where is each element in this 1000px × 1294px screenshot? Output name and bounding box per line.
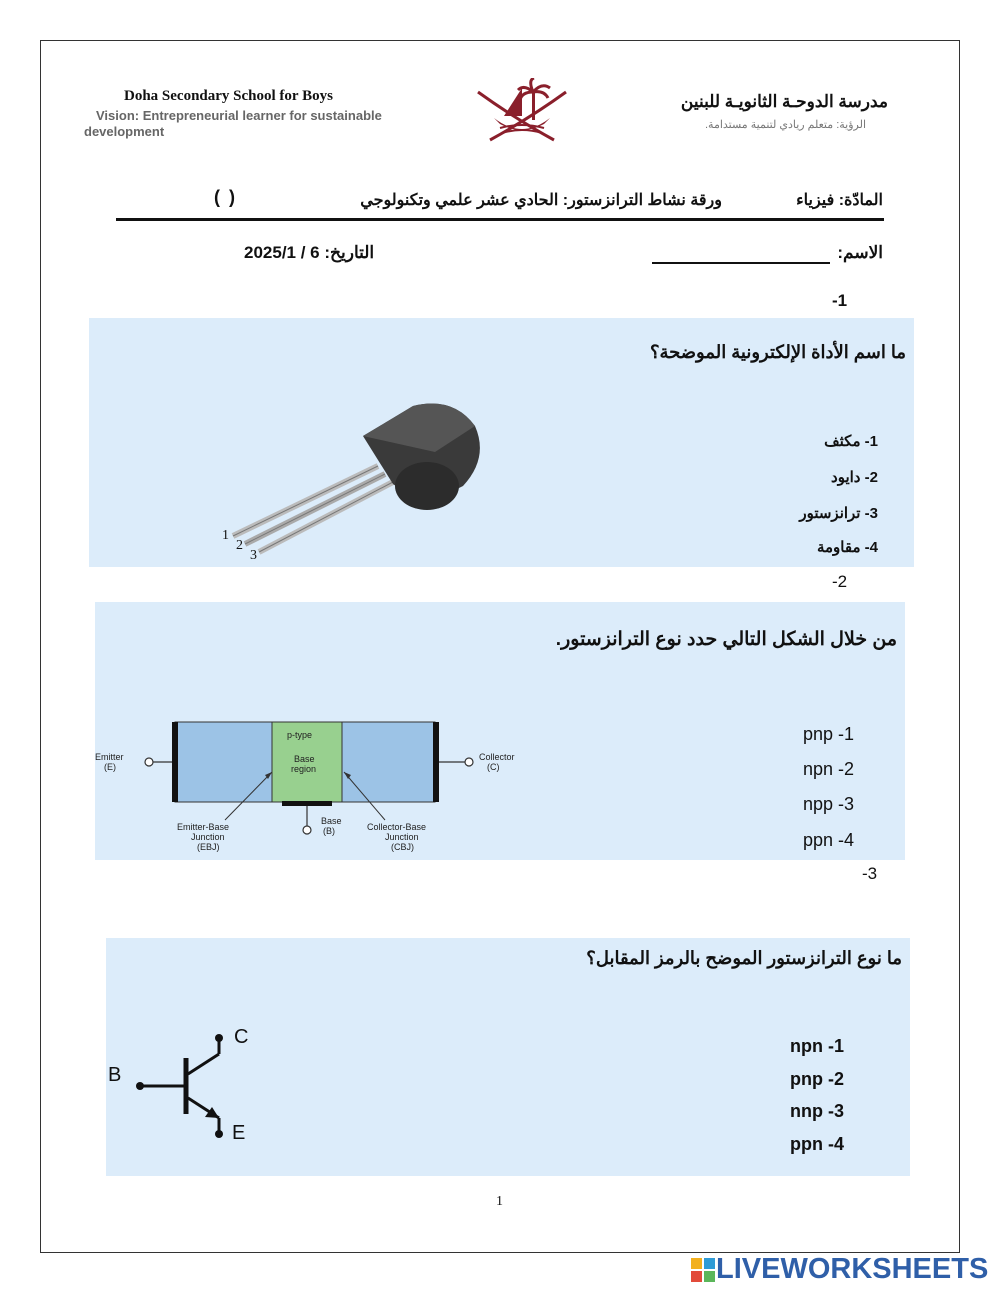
- diagram-cbj-2: Junction: [385, 832, 419, 842]
- school-logo-icon: [474, 78, 570, 148]
- subject-label: المادّة: فيزياء: [796, 192, 883, 209]
- question-1-option-3[interactable]: 3- ترانزستور: [799, 505, 878, 522]
- vision-ar: الرؤية: متعلم ريادي لتنمية مستدامة.: [704, 119, 866, 131]
- diagram-emitter-2: (E): [104, 762, 116, 772]
- question-3-option-3[interactable]: nnp -3: [790, 1101, 844, 1121]
- diagram-base-region-1: Base: [294, 754, 315, 764]
- question-2-number: -2: [832, 572, 848, 591]
- question-3-text: ما نوع الترانزستور الموضح بالرمز المقابل؟: [586, 948, 902, 968]
- diagram-base-2: (B): [323, 826, 335, 836]
- pin-label-2: 2: [236, 538, 243, 553]
- question-1-card: [89, 318, 914, 567]
- diagram-cbj-1: Collector-Base: [367, 822, 427, 832]
- question-2-card: [95, 602, 905, 860]
- pin-label-3: 3: [250, 548, 257, 563]
- question-3-number: -3: [862, 864, 878, 883]
- page-number: 1: [496, 1194, 503, 1209]
- question-2-option-2[interactable]: npn -2: [803, 759, 855, 779]
- diagram-collector-2: (C): [487, 762, 500, 772]
- grade-box[interactable]: ( ): [214, 187, 237, 207]
- transistor-package-image: [213, 396, 493, 566]
- liveworksheets-logo-icon: [690, 1257, 716, 1283]
- diagram-collector-1: Collector: [479, 752, 515, 762]
- diagram-ebj-3: (EBJ): [197, 842, 220, 852]
- question-3-card: [106, 938, 910, 1176]
- symbol-label-e: E: [232, 1122, 246, 1144]
- diagram-emitter-1: Emitter: [95, 752, 124, 762]
- school-name-en: Doha Secondary School for Boys: [124, 88, 333, 104]
- diagram-ebj-1: Emitter-Base: [177, 822, 230, 832]
- question-3-option-4[interactable]: ppn -4: [790, 1134, 844, 1154]
- title-divider: [116, 218, 884, 221]
- symbol-label-c: C: [234, 1026, 249, 1048]
- diagram-p-type: p-type: [287, 730, 313, 740]
- question-1-option-4[interactable]: 4- مقاومة: [816, 539, 878, 556]
- question-1-option-2[interactable]: 2- دايود: [831, 469, 878, 486]
- question-3-option-2[interactable]: pnp -2: [790, 1069, 844, 1089]
- diagram-base-region-2: region: [291, 764, 317, 774]
- vision-en: Vision: Entrepreneurial learner for sustainable development: [84, 108, 382, 139]
- symbol-label-b: B: [108, 1064, 122, 1086]
- question-3-option-1[interactable]: npn -1: [790, 1036, 844, 1056]
- liveworksheets-text: LIVEWORKSHEETS: [716, 1253, 989, 1285]
- question-2-option-4[interactable]: ppn -4: [803, 830, 855, 850]
- transistor-structure-diagram: [95, 712, 535, 860]
- sheet-title: ورقة نشاط الترانزستور: الحادي عشر علمي وتكنولوجي: [360, 192, 722, 209]
- diagram-ebj-2: Junction: [191, 832, 225, 842]
- name-input-line[interactable]: [652, 262, 830, 264]
- pin-label-1: 1: [222, 528, 229, 543]
- liveworksheets-brand[interactable]: [690, 1253, 988, 1286]
- diagram-cbj-3: (CBJ): [391, 842, 414, 852]
- name-label: الاسم:: [837, 243, 883, 262]
- question-1-text: ما اسم الأداة الإلكترونية الموضحة؟: [649, 342, 906, 362]
- question-2-text: من خلال الشكل التالي حدد نوع الترانزستور.: [555, 629, 897, 650]
- question-1-option-1[interactable]: 1- مكثف: [824, 433, 878, 450]
- question-1-number: -1: [832, 291, 848, 310]
- school-name-ar: مدرسة الدوحـة الثانويـة للبنين: [680, 92, 888, 111]
- question-2-option-1[interactable]: pnp -1: [803, 724, 855, 744]
- question-2-option-3[interactable]: npp -3: [803, 794, 855, 814]
- diagram-base-1: Base: [321, 816, 342, 826]
- date-label: التاريخ: 6 / 2025/1: [244, 243, 375, 262]
